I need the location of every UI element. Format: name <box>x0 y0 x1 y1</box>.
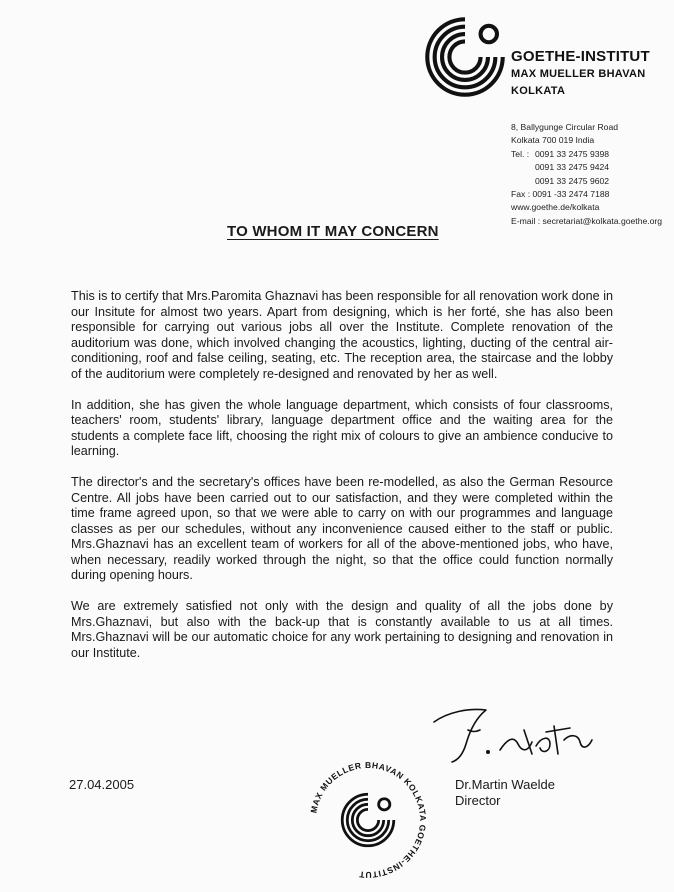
goethe-logo-icon <box>424 16 506 98</box>
svg-text:MAX MUELLER BHAVAN KOLKATA G: MAX MUELLER BHAVAN KOLKATA GOETHE-INSTITUT <box>308 759 429 881</box>
email-link[interactable]: E-mail : secretariat@kolkata.goethe.org <box>511 215 663 226</box>
tel-number: 0091 33 2475 9424 <box>535 162 610 173</box>
signer-title: Director <box>455 793 501 808</box>
letterhead-address <box>511 121 662 228</box>
signature-icon <box>428 700 598 770</box>
fax-line: Fax : 0091 -33 2474 7188 <box>511 189 610 200</box>
letterhead-org <box>511 48 650 98</box>
signer-name: Dr.Martin Waelde <box>455 777 555 792</box>
body-paragraph: In addition, she has given the whole language department, which consists of four classrooms, teachers' room, students' library, language department office and the waiting area for the students a complete face lift, choosing the right mix of colours to give an ambience conducive to learning. <box>71 397 613 458</box>
institute-seal-stamp-icon <box>306 758 430 882</box>
letter-body <box>71 289 613 677</box>
address-line: Kolkata 700 019 India <box>511 135 595 146</box>
tel-number: 0091 33 2475 9398 <box>535 148 610 159</box>
tel-line <box>511 161 662 174</box>
body-paragraph: The director's and the secretary's offices have been re-modelled, as also the German Resource Centre. All jobs have been carried out to our satisfaction, and they were completed within the time frame agreed upon, so that we were able to carry on with our programmes and language classes as per our schedules, without any inconvenience caused either to the staff or public. Mrs.Ghaznavi has an excellent team of workers for all of the above-mentioned jobs, who have, when necessary, readily worked through the night, so that the office could function normally during opening hours. <box>71 475 613 582</box>
letter-heading: TO WHOM IT MAY CONCERN <box>227 223 439 240</box>
body-paragraph: This is to certify that Mrs.Paromita Ghaznavi has been responsible for all renovation work done in our Insitute for almost two years. Apart from designing, which is her forté, she has also been responsible for carrying out various jobs all over the Institute. Complete renovation of the auditorium was done, which involved changing the acoustics, lighting, ducting of the central air-conditioning, roof and false ceiling, seating, etc. The reception area, the staircase and the lobby of the auditorium were completely re-designed and renovated by her as well. <box>71 289 613 381</box>
tel-label: Tel. : <box>511 148 530 159</box>
letter-date: 27.04.2005 <box>69 777 135 792</box>
body-paragraph: We are extremely satisfied not only with the design and quality of all the jobs done by Mrs.Ghaznavi, but also with the back-up that is constantly available to us at all times. Mrs.Ghaznavi will be our automatic choice for any work pertaining to designing and renovation in our Institute. <box>71 599 613 660</box>
web-link[interactable]: www.goethe.de/kolkata <box>511 202 600 213</box>
address-line: 8, Ballygunge Circular Road <box>511 122 619 132</box>
tel-number: 0091 33 2475 9602 <box>535 175 610 186</box>
signer-block <box>455 777 555 809</box>
org-subname: MAX MUELLER BHAVAN <box>511 67 646 80</box>
org-name: GOETHE-INSTITUT <box>511 48 650 65</box>
tel-line <box>511 175 662 188</box>
org-city: KOLKATA <box>511 84 566 97</box>
tel-line <box>511 148 662 161</box>
